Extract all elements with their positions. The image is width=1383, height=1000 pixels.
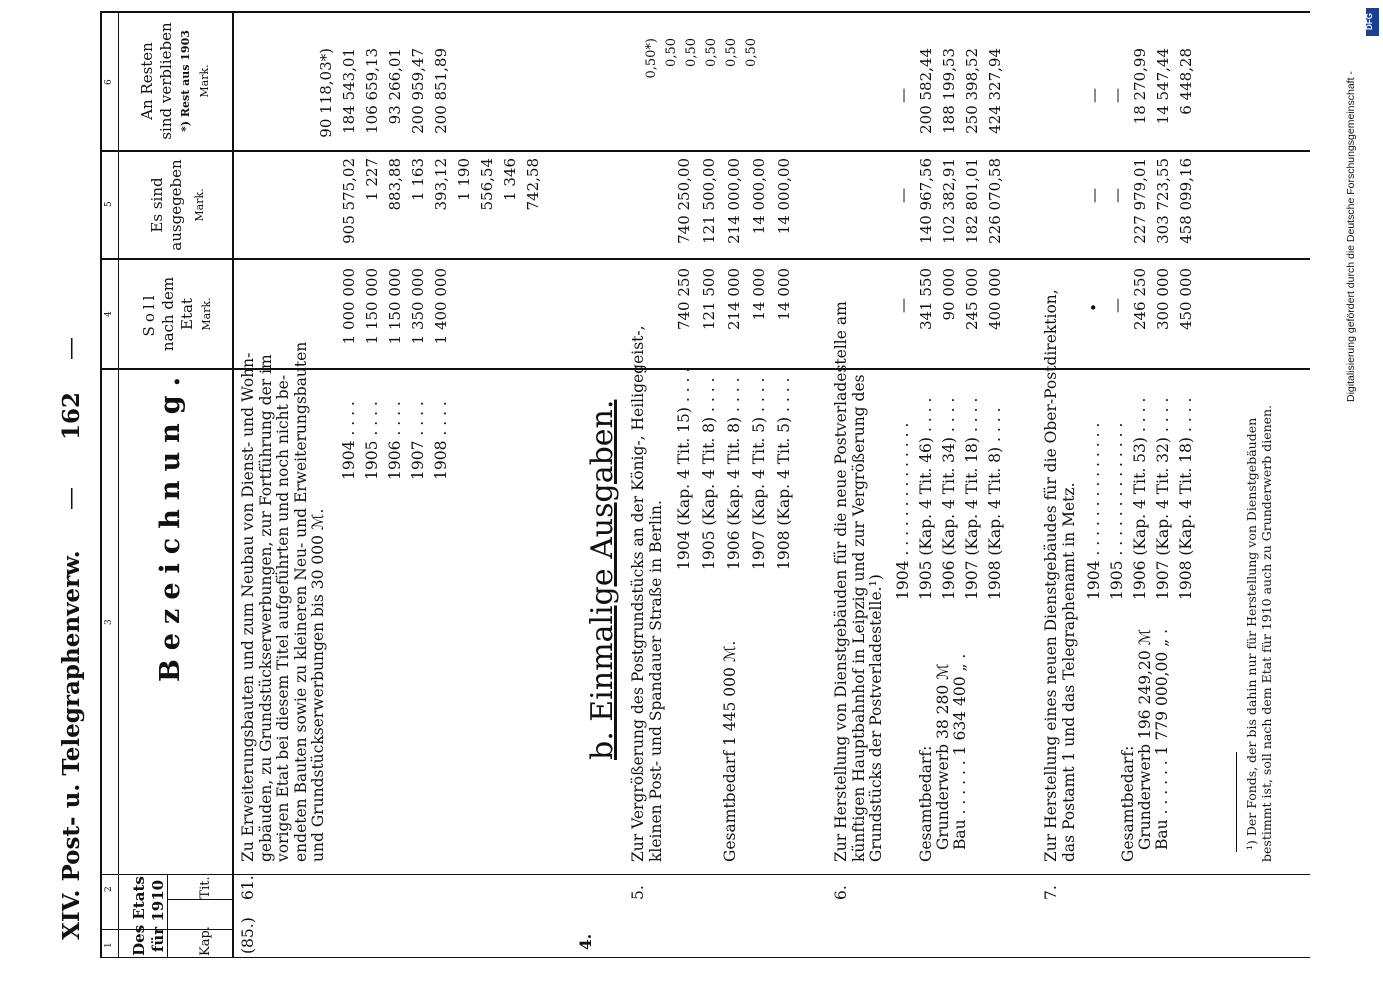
header-title: XIV. Post- u. Telegraphenverw. <box>58 550 85 940</box>
row5-gesamtbedarf: Gesamtbedarf 1 445 000 ℳ. <box>721 640 739 862</box>
row7-soll-value: 300 000 <box>1154 268 1172 331</box>
digitization-notice-text: Digitalisierung gefördert durch die Deutsche Forschungsgemeinschaft - <box>1345 71 1357 402</box>
row5-years <box>672 368 797 570</box>
row61-ausgegeben-value: 1 346 742,58 <box>501 158 542 211</box>
row7-reste-value: 18 270,99 <box>1131 48 1149 125</box>
row5-description <box>630 325 665 862</box>
row61-soll <box>338 268 453 368</box>
digitization-notice <box>1341 10 1357 994</box>
dfg-logo <box>1366 8 1379 36</box>
row5-tit: 5. <box>629 885 647 900</box>
row61-tit: 61. <box>239 875 257 900</box>
row6-year: 1906 (Kap. 4 Tit. 34) . . . . <box>940 397 958 600</box>
row6-text-line: künftigen Hauptbahnhof in Leipzig und zur Vergrößerung des <box>849 374 868 862</box>
row7-soll <box>1083 268 1198 368</box>
row7-text-line: das Postamt 1 und das Telegraphenamt in Metz. <box>1059 482 1078 862</box>
row7-text-line: Zur Herstellung eines neuen Dienstgebäudes für die Ober-Postdirektion, <box>1042 289 1060 862</box>
header-dash-right: — <box>58 337 84 360</box>
row6-gesamt-line: Grunderwerb 38 280 ℳ <box>934 663 952 850</box>
row5-text-line: kleinen Post- und Spandauer Straße in Berlin. <box>646 500 665 862</box>
row5-year: 1906 (Kap. 4 Tit. 8) . . . . <box>725 377 743 570</box>
row7-year: 1905 . . . . . . . . . . . . . . <box>1108 422 1126 600</box>
row6-text-line: Zur Herstellung von Dienstgebäuden für die neue Postverladestelle am <box>832 301 850 862</box>
row6-reste-value: 200 582,44 <box>917 48 935 134</box>
row7-ausgegeben-value: 303 723,55 <box>1154 158 1172 244</box>
row6-year: 1905 (Kap. 4 Tit. 46) . . . . <box>917 397 935 600</box>
col6-heading-line2: sind verblieben <box>157 22 175 140</box>
footnote-line: ¹) Der Fonds, der bis dahin nur für Herstellung von Dienstgebäuden <box>1244 417 1259 850</box>
row7-reste <box>1083 48 1198 148</box>
row5-year: 1904 (Kap. 4 Tit. 15) . . . . <box>675 367 693 570</box>
row7-year: 1906 (Kap. 4 Tit. 53) . . . . <box>1131 397 1149 600</box>
row7-reste-value: — <box>1108 88 1126 103</box>
col-number-5: 5 <box>104 201 114 207</box>
row5-reste-value: 0,50 <box>664 38 679 67</box>
row5-reste-value: 0,50 <box>724 38 739 67</box>
col5-heading-line1: Es sind <box>148 177 166 233</box>
header-dash-left: — <box>58 487 84 510</box>
row7-soll-value: • <box>1085 303 1103 312</box>
row61-reste-value: 200 851,89 <box>432 48 450 134</box>
section-title <box>585 400 620 760</box>
row7-ausgegeben-value: — <box>1108 188 1126 203</box>
row6-ausgegeben-value: — <box>894 188 912 203</box>
row5-ausgegeben-value: 214 000,00 <box>725 158 743 244</box>
row5-soll-value: 740 250 <box>675 268 693 331</box>
section-kap: 4. <box>576 933 595 950</box>
row6-reste <box>892 48 1007 148</box>
col6-heading-line1: An Resten <box>138 42 156 120</box>
col4-heading-line4: Mark. <box>200 297 213 331</box>
row5-year: 1905 (Kap. 4 Tit. 8) . . . . <box>700 377 718 570</box>
row7-gesamt <box>1120 629 1171 862</box>
row61-description <box>240 342 328 862</box>
row7-gesamt-line: Bau . . . . . . 1 779 000,00 „ . <box>1153 628 1171 850</box>
row61-ausgegeben <box>338 158 545 258</box>
row6-ausgegeben-value: 226 070,58 <box>986 158 1004 244</box>
row6-soll-value: — <box>894 298 912 313</box>
row61-reste-value: 184 543,01 <box>340 48 358 134</box>
col12-heading <box>130 876 168 956</box>
tit-label: Tit. <box>198 876 213 899</box>
col-rule-6 <box>100 11 1310 13</box>
row61-ausgegeben-value: 1 163 393,12 <box>409 158 450 211</box>
row61-year: 1906 . . . . <box>386 401 404 480</box>
row7-ausgegeben <box>1083 158 1198 258</box>
row6-reste-value: 188 199,53 <box>940 48 958 134</box>
row61-text-line: endeten Bauten sowie zu kleineren Neu- und Erweiterungsbauten <box>291 341 310 862</box>
row6-reste-value: — <box>894 88 912 103</box>
col5-heading-line3: Mark. <box>193 188 206 222</box>
dfg-logo-text: DFG <box>1364 13 1374 30</box>
col12-heading-line1: Des Etats <box>130 876 148 956</box>
row7-gesamt-line: Grunderwerb 196 249,20 ℳ <box>1136 628 1154 850</box>
footnote-line: bestimmt ist, soll nach dem Etat für 1910 auch zu Grunderwerb dienen. <box>1259 404 1274 862</box>
table-top-rule <box>100 13 102 958</box>
row61-text-line: und Grundstückserwerbungen bis 30 000 ℳ. <box>309 508 327 862</box>
row7-year: 1904 . . . . . . . . . . . . . . <box>1085 422 1103 600</box>
row5-reste-value: 0,50 <box>744 38 759 67</box>
row61-ausgegeben-value: 905 575,02 <box>340 158 358 244</box>
row61-soll-value: 1 350 000 <box>409 268 427 345</box>
row6-soll <box>892 268 1007 368</box>
row61-kap: (85.) <box>239 917 257 954</box>
page-number: 162 <box>58 391 85 440</box>
row6-year: 1904 . . . . . . . . . . . . . . <box>894 422 912 600</box>
page-header <box>58 337 85 940</box>
col-number-6: 6 <box>104 79 114 85</box>
row61-ausgegeben-value: 1 190 556,54 <box>455 158 496 211</box>
row5-soll <box>672 268 797 368</box>
row7-soll-value: — <box>1108 298 1126 313</box>
row5-ausgegeben-value: 14 000,00 <box>750 158 768 235</box>
row61-year: 1908 . . . . <box>432 401 450 480</box>
row7-reste-value: 6 448,28 <box>1177 48 1195 115</box>
row5-year: 1907 (Kap. 4 Tit. 5) . . . . <box>750 377 768 570</box>
row61-soll-value: 1 000 000 <box>340 268 358 345</box>
row61-reste-value: 90 118,03*) <box>317 48 335 138</box>
row61-reste-value: 200 959,47 <box>409 48 427 134</box>
row7-soll-value: 246 250 <box>1131 268 1149 331</box>
col-number-2: 2 <box>104 886 114 892</box>
row5-reste-value: 0,50*) <box>644 38 659 79</box>
row6-years <box>892 398 1007 600</box>
row5-soll-value: 14 000 <box>750 268 768 321</box>
row5-soll-value: 214 000 <box>725 268 743 331</box>
row61-year: 1907 . . . . <box>409 401 427 480</box>
row61-soll-value: 1 150 000 <box>386 268 404 345</box>
col6-heading <box>138 14 214 148</box>
row5-soll-value: 14 000 <box>775 268 793 321</box>
row6-ausgegeben-value: 182 801,01 <box>963 158 981 244</box>
col4-heading-line2: nach dem <box>159 276 177 352</box>
row6-year: 1908 (Kap. 4 Tit. 8) . . . . <box>986 407 1004 600</box>
kap-label: Kap. <box>198 926 213 956</box>
footnote-rule <box>1236 752 1237 852</box>
row5-year: 1908 (Kap. 4 Tit. 5) . . . . <box>775 377 793 570</box>
row7-reste-value: 14 547,44 <box>1154 48 1172 125</box>
col-number-4: 4 <box>104 311 114 317</box>
col-rule-5 <box>100 150 1310 152</box>
col5-heading-line2: ausgegeben <box>167 159 185 251</box>
row61-years <box>338 401 453 480</box>
row61-reste <box>315 48 453 148</box>
row5-ausgegeben <box>672 158 797 258</box>
row7-description <box>1043 289 1078 862</box>
row7-soll-value: 450 000 <box>1177 268 1195 331</box>
row61-soll-value: 1 400 000 <box>432 268 450 345</box>
row7-ausgegeben-value: 227 979,01 <box>1131 158 1149 244</box>
row61-soll-value: 1 150 000 <box>363 268 381 345</box>
row61-reste-value: 106 659,13 <box>363 48 381 134</box>
col-number-3: 3 <box>104 619 114 625</box>
col12-heading-line2: für 1910 <box>149 879 167 953</box>
row6-description <box>833 301 886 862</box>
row5-ausgegeben-value: 740 250,00 <box>675 158 693 244</box>
col4-heading-line3: Etat <box>178 298 196 330</box>
row6-ausgegeben-value: 140 967,56 <box>917 158 935 244</box>
row61-text-line: Zu Erweiterungsbauten und zum Neubau von Dienst- und Wohn- <box>239 352 257 862</box>
row7-ausgegeben-value: — <box>1085 188 1103 203</box>
row6-text-line: Grundstücks der Postverladestelle.¹) <box>867 574 885 862</box>
row5-soll-value: 121 500 <box>700 268 718 331</box>
col-number-1: 1 <box>104 942 114 948</box>
footnote <box>1244 405 1274 862</box>
row5-reste-value: 0,50 <box>684 38 699 67</box>
row61-text-line: gebäuden, zu Grundstückserwerbungen, zur Fortführung der im <box>256 354 275 862</box>
row6-ausgegeben-value: 102 382,91 <box>940 158 958 244</box>
row5-ausgegeben-value: 121 500,00 <box>700 158 718 244</box>
row5-text-line: Zur Vergrößerung des Postgrundstücks an der König-, Heiligegeist-, <box>629 325 647 862</box>
col4-heading <box>140 264 216 364</box>
row5-reste-value: 0,50 <box>704 38 719 67</box>
row6-soll-value: 400 000 <box>986 268 1004 331</box>
row61-reste-value: 93 266,01 <box>386 48 404 125</box>
row6-reste-value: 424 327,94 <box>986 48 1004 134</box>
row7-years <box>1083 398 1198 600</box>
table-number-rule <box>118 13 119 958</box>
row6-soll-value: 90 000 <box>940 268 958 321</box>
row5-ausgegeben-value: 14 000,00 <box>775 158 793 235</box>
col4-heading-line1: Soll <box>140 291 158 337</box>
row61-text-line: vorigen Etat bei diesem Titel aufgeführten und noch nicht be- <box>274 374 292 862</box>
row5-reste <box>642 38 762 148</box>
row6-ausgegeben <box>892 158 1007 258</box>
section-title-text: b. Einmalige Ausgaben. <box>585 399 620 760</box>
row61-year: 1904 . . . . <box>340 401 358 480</box>
col5-heading <box>148 155 209 255</box>
col3-heading: Bezeichnung. <box>155 368 186 683</box>
row6-reste-value: 250 398,52 <box>963 48 981 134</box>
row6-tit: 6. <box>832 885 850 900</box>
row7-tit: 7. <box>1042 885 1060 900</box>
row7-year: 1908 (Kap. 4 Tit. 18) . . . . <box>1177 397 1195 600</box>
col-rule-2 <box>100 874 1310 875</box>
col-rule-4 <box>100 258 1310 260</box>
col6-heading-line3: *) Rest aus 1903 <box>179 30 192 132</box>
col6-heading-line4: Mark. <box>198 64 211 98</box>
row61-year: 1905 . . . . <box>363 401 381 480</box>
table-header-rule <box>232 13 234 958</box>
row6-gesamt <box>918 654 969 862</box>
row6-gesamt-line: Bau . . . . . . 1 634 400 „ . <box>951 653 969 850</box>
row7-year: 1907 (Kap. 4 Tit. 32) . . . . <box>1154 397 1172 600</box>
row6-soll-value: 341 550 <box>917 268 935 331</box>
row7-gesamt-line: Gesamtbedarf: <box>1119 745 1137 862</box>
row6-soll-value: 245 000 <box>963 268 981 331</box>
row7-ausgegeben-value: 458 099,16 <box>1177 158 1195 244</box>
row6-gesamt-line: Gesamtbedarf: <box>917 745 935 862</box>
row7-reste-value: — <box>1085 88 1103 103</box>
row6-year: 1907 (Kap. 4 Tit. 18) . . . . <box>963 397 981 600</box>
col-rule-1 <box>100 957 1310 958</box>
row61-ausgegeben-value: 1 227 883,88 <box>363 158 404 211</box>
